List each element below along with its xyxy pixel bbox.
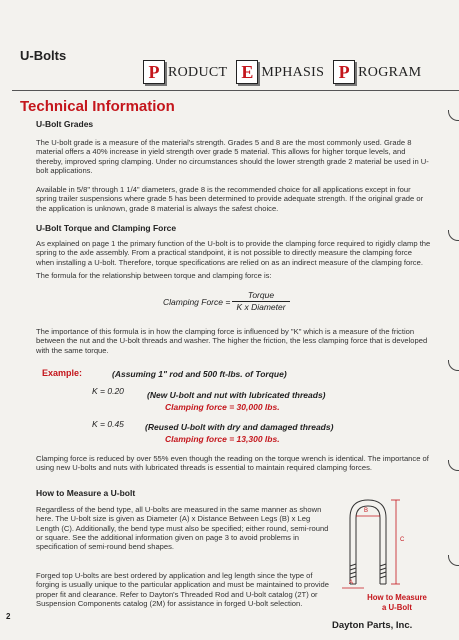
banner-word-product xyxy=(143,60,227,84)
measure-paragraph-2: Forged top U-bolts are best ordered by application and leg length since the type of forging is usually unique to the particular application and must be maintained to provide proper fit and clearance. Refer to Dayton's Threaded Rod and U-bolt catalog (2T) or Suspension Components catalog (2M) for assistance in forged U-bolt selection. xyxy=(36,571,329,608)
banner-word-program xyxy=(333,60,421,84)
diagram-caption-line-2: a U-Bolt xyxy=(382,603,412,612)
torque-heading: U-Bolt Torque and Clamping Force xyxy=(36,223,177,233)
condition-1: (New U-bolt and nut with lubricated threads) xyxy=(147,390,326,400)
banner-rest: RODUCT xyxy=(168,65,228,80)
binder-curl xyxy=(448,110,459,121)
diagram-caption xyxy=(352,593,442,613)
formula-fraction xyxy=(232,290,290,312)
binder-curl xyxy=(448,360,459,371)
k-value-1: K = 0.20 xyxy=(92,386,124,396)
clamping-force-1: Clamping force = 30,000 lbs. xyxy=(165,402,280,412)
torque-paragraph-3: The importance of this formula is in how the clamping force is influenced by "K" which is a measure of the friction between the nut and the U-bolt threads and washer. The higher the friction, the less clamping force that is developed with the same torque. xyxy=(36,327,428,355)
example-label: Example: xyxy=(42,368,83,378)
banner-cap: P xyxy=(333,60,355,84)
example-assumption: (Assuming 1" rod and 500 ft-lbs. of Torque) xyxy=(112,369,287,379)
grades-heading: U-Bolt Grades xyxy=(36,119,94,129)
diagram-label-b: B xyxy=(364,508,369,514)
page-number: 2 xyxy=(6,612,11,621)
example-summary: Clamping force is reduced by over 55% even though the reading on the torque wrench is identical. The importance of using new U-bolts and nuts with lubricated threads is essential to maintain required clamping forces. xyxy=(36,454,429,473)
torque-paragraph-1: As explained on page 1 the primary function of the U-bolt is to provide the clamping force required to rigidly clamp the spring to the axle assembly. From a practical standpoint, it is not possible to directly measure the clamping force when installing a U-bolt. Therefore, torque specifications are relied on as an indirect measure of the clamping force. xyxy=(36,239,431,267)
banner-cap: E xyxy=(236,60,258,84)
binder-curl xyxy=(448,230,459,241)
measure-paragraph-1: Regardless of the bend type, all U-bolts are measured in the same manner as shown here. The U-bolt size is given as Diameter (A) x Distance Between Legs (B) x Leg Length (C). Additionally, the bend type must also be specified; either round, semi-round or square. See the additional information given on page 3 to avoid problems in specification of semi-round bend shapes. xyxy=(36,505,329,552)
page-title: Technical Information xyxy=(20,98,175,115)
product-emphasis-banner xyxy=(143,60,430,84)
clamping-force-2: Clamping force = 13,300 lbs. xyxy=(165,434,280,444)
banner-word-emphasis xyxy=(236,60,324,84)
grades-paragraph-2: Available in 5/8" through 1 1/4" diameters, grade 8 is the recommended choice for all applications except in four spring trailer suspensions where grade 5 has been determined to provide adequate strength. If the original grade or the application is unknown, grade 8 material is always the safest choice. xyxy=(36,185,424,213)
binder-curl xyxy=(448,460,459,471)
formula-numerator: Torque xyxy=(232,290,290,302)
binder-curl xyxy=(448,555,459,566)
header-divider xyxy=(12,90,459,91)
u-bolt-diagram xyxy=(336,496,446,592)
banner-rest: MPHASIS xyxy=(261,65,325,80)
k-value-2: K = 0.45 xyxy=(92,419,124,429)
section-title: U-Bolts xyxy=(20,48,67,63)
diagram-label-c: C xyxy=(400,537,405,543)
measure-heading: How to Measure a U-bolt xyxy=(36,488,136,498)
company-name: Dayton Parts, Inc. xyxy=(332,620,413,631)
formula-lhs: Clamping Force = xyxy=(163,297,231,307)
diagram-label-a: A xyxy=(349,580,354,586)
grades-paragraph-1: The U-bolt grade is a measure of the material's strength. Grades 5 and 8 are the most commonly used. Grade 8 material offers a 40% increase in yield strength over grade 5 material. This allows for higher torque levels, and thereby, improved spring clamping. Under no circumstances should the lower strength grade 2 material be used in U-bolt applications. xyxy=(36,138,429,175)
banner-cap: P xyxy=(143,60,165,84)
torque-paragraph-2: The formula for the relationship between torque and clamping force is: xyxy=(36,271,272,280)
condition-2: (Reused U-bolt with dry and damaged threads) xyxy=(145,422,334,432)
banner-rest: ROGRAM xyxy=(358,65,422,80)
diagram-caption-line-1: How to Measure xyxy=(367,593,427,602)
formula-denominator: K x Diameter xyxy=(236,302,286,312)
